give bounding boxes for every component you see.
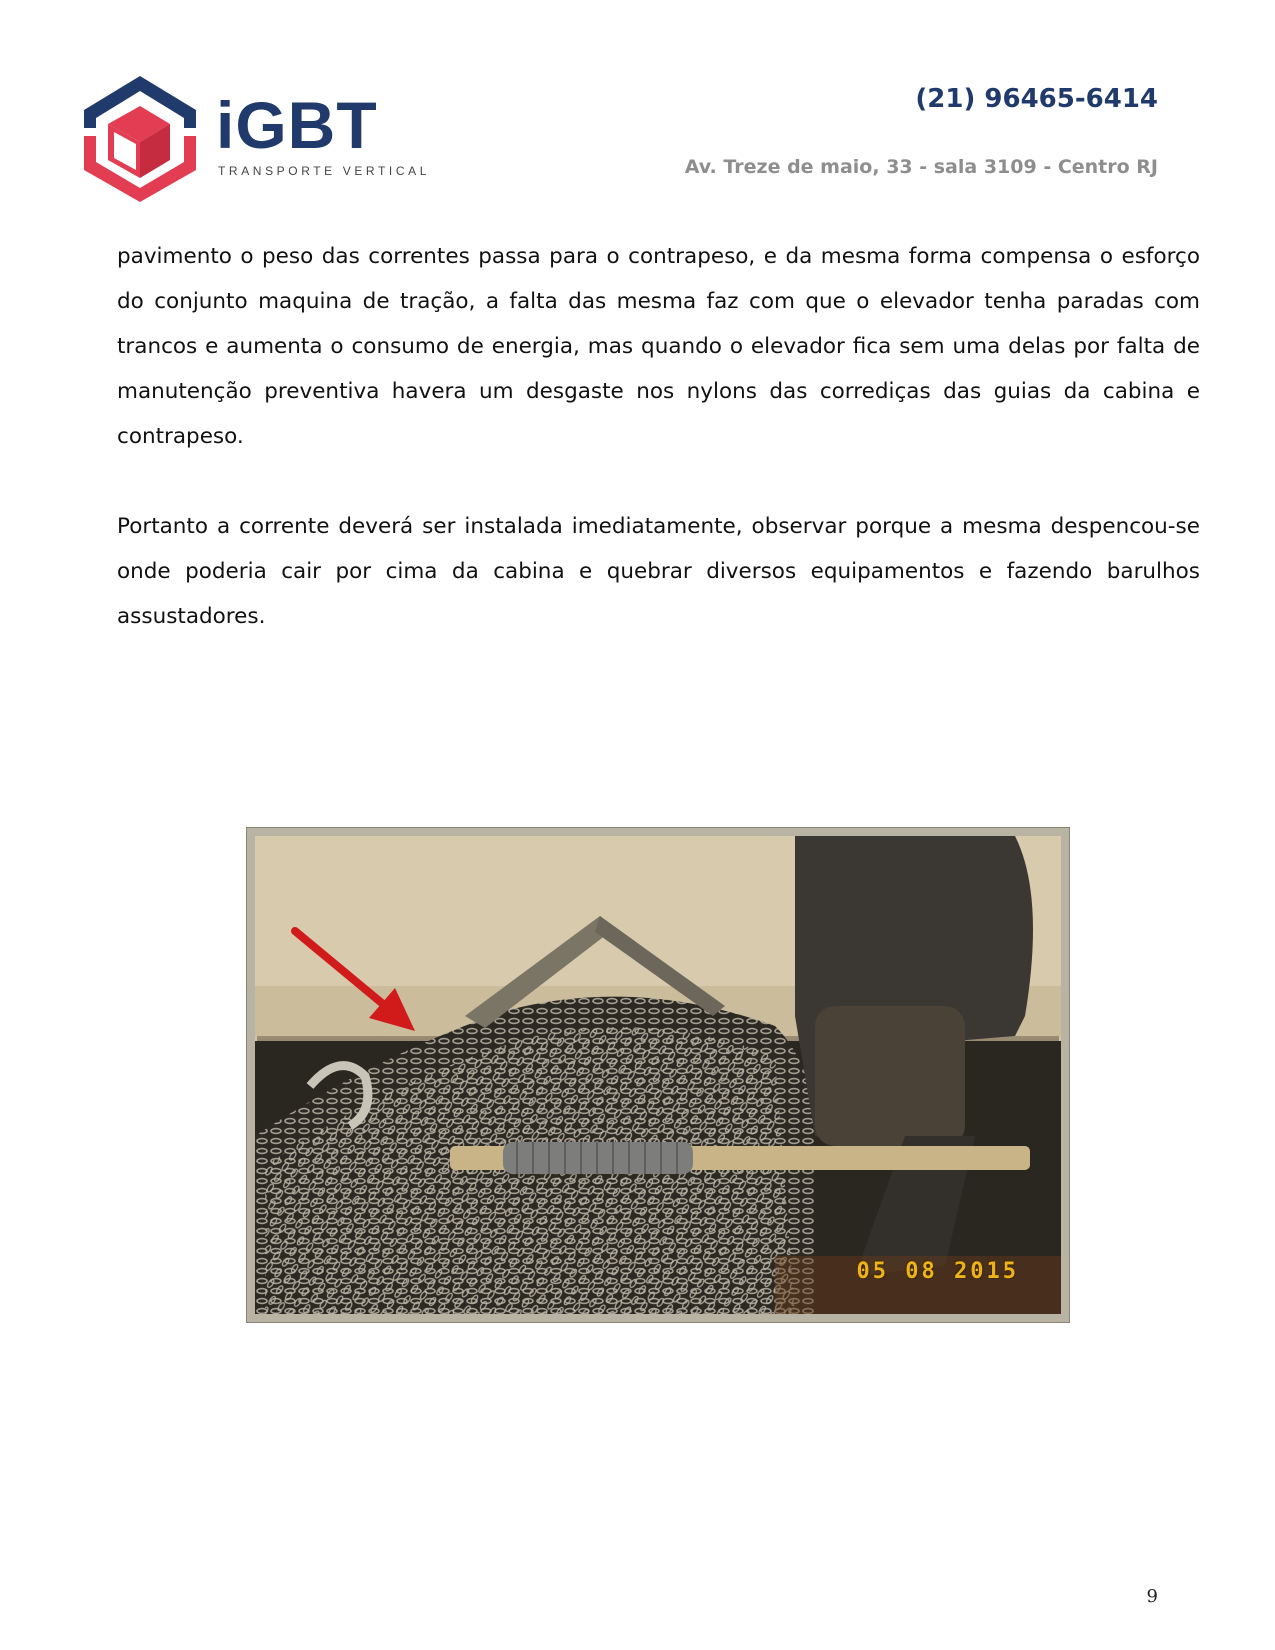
photo-date-stamp: 05 08 2015	[856, 1259, 1019, 1284]
brand-tagline: TRANSPORTE VERTICAL	[218, 164, 430, 178]
house-cube-logo-icon	[84, 74, 204, 206]
company-logo	[84, 74, 430, 206]
brand-name: iGBT	[216, 88, 378, 162]
paragraph: Portanto a corrente deverá ser instalada imediatamente, observar porque a mesma despencou-se onde poderia cair por cima da cabina e quebrar diversos equipamentos e fazendo barulhos assustadores.	[117, 514, 1200, 629]
chain-pile-photo	[247, 828, 1069, 1322]
paragraph: pavimento o peso das correntes passa para o contrapeso, e da mesma forma compensa o esforço do conjunto maquina de tração, a falta das mesma faz com que o elevador tenha paradas com trancos e aumenta o consumo de energia, mas quando o elevador fica sem uma delas por falta de manutenção preventiva havera um desgaste nos nylons das corrediças das guias da cabina e contrapeso.	[117, 244, 1200, 449]
body-text	[117, 234, 1200, 639]
contact-address: Av. Treze de maio, 33 - sala 3109 - Centro RJ	[684, 156, 1158, 178]
page-number: 9	[1146, 1586, 1158, 1607]
contact-phone: (21) 96465-6414	[915, 84, 1158, 114]
photo-illustration	[255, 836, 1061, 1314]
